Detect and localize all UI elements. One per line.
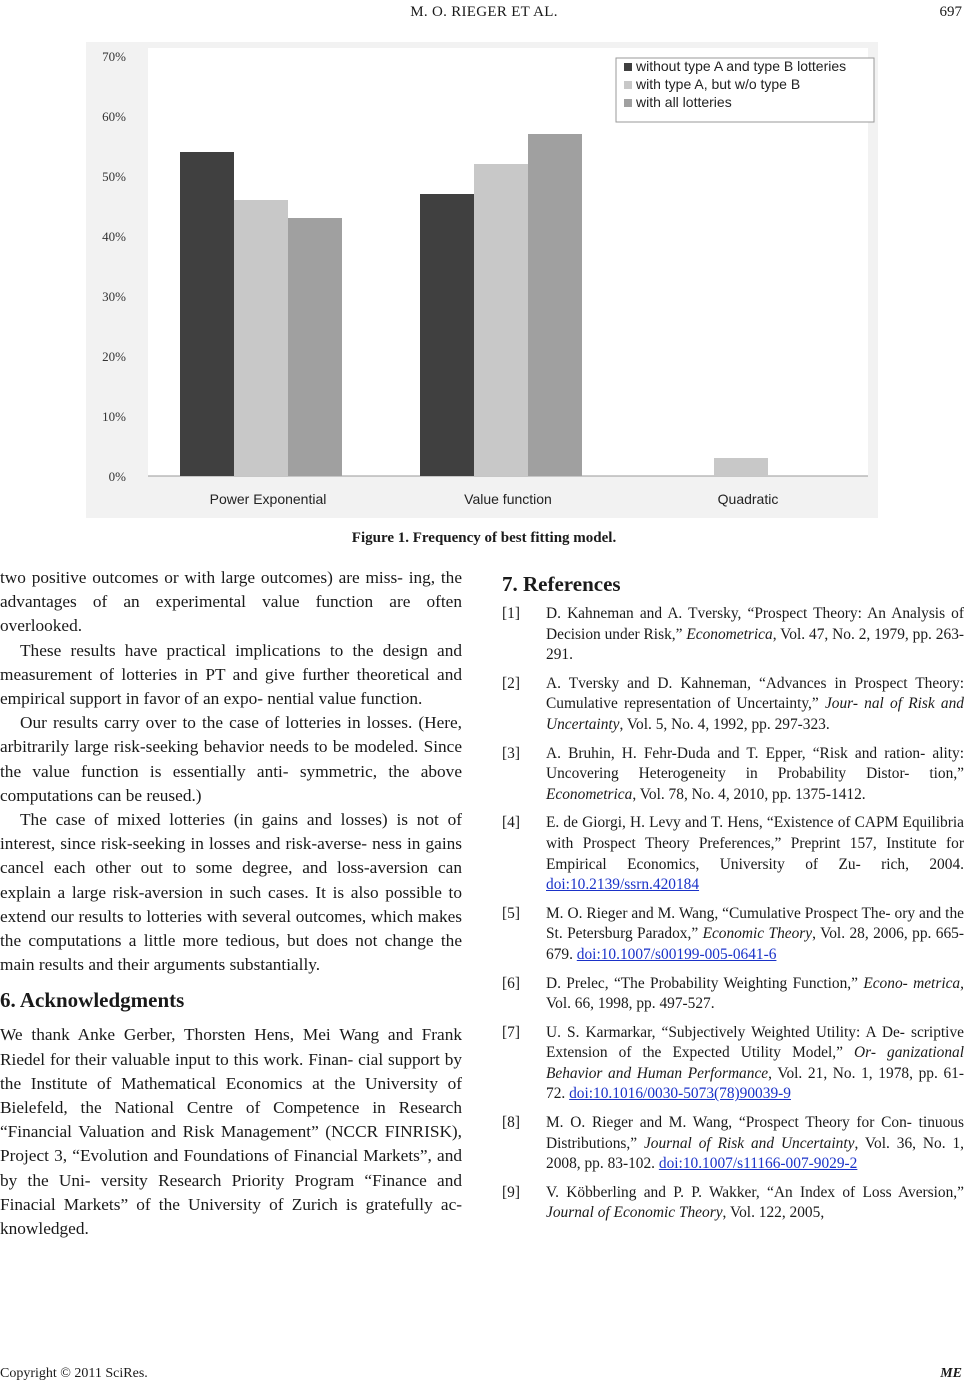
reference-details: , Vol. 122, 2005, (722, 1204, 825, 1222)
reference-journal: Econo- metrica (863, 974, 961, 992)
y-tick-label: 0% (108, 469, 126, 484)
reference-details: , Vol. 78, No. 4, 2010, pp. 1375-1412. (632, 785, 866, 803)
reference-journal: Econometrica (546, 785, 633, 803)
reference-item (502, 813, 964, 895)
paragraph-continuation: two positive outcomes or with large outcomes) are miss- ing, the advantages of an experimental value function are often overlooked. (0, 568, 462, 636)
reference-list (502, 604, 964, 1224)
y-tick-label: 30% (102, 289, 126, 304)
reference-journal: Jour- nal of Risk and Uncertainty (546, 695, 964, 733)
bar-power-exponential-series-2 (234, 200, 288, 476)
reference-text: E. de Giorgi, H. Levy and T. Hens, “Existence of CAPM Equilibria with Prospect Theory Preferences,” Preprint 157, Institute for Empirical Economics, University of Zu- rich, 2004. (546, 814, 964, 873)
reference-journal: Journal of Risk and Uncertainty (643, 1134, 855, 1152)
reference-text: U. S. Karmarkar, “Subjectively Weighted Utility: A De- scriptive Extension of the Expected Utility Model,” (546, 1023, 964, 1062)
reference-item (502, 1023, 964, 1105)
reference-item (502, 1113, 964, 1175)
y-tick-label: 20% (102, 349, 126, 364)
legend-swatch (624, 63, 632, 71)
bar-power-exponential-series-1 (180, 152, 234, 476)
reference-details: , Vol. 36, No. 1, 2008, pp. 83-102. (546, 1134, 964, 1173)
legend-swatch (624, 81, 632, 89)
figure-caption: Figure 1. Frequency of best fitting model. (351, 530, 617, 546)
paragraph-mixed-lotteries: The case of mixed lotteries (in gains and losses) is not of interest, since risk-seeking in losses and risk-averse- ness in gains cancel each other out to some degree, and loss-aversion can explain a large risk-aversion in such cases. It is also possible to extend our results to lotteries with several outcomes, which makes the computations a little more tedious, but does not change the main results and their arguments substantially. (0, 810, 462, 975)
reference-number: [5] (502, 904, 520, 922)
reference-details: , Vol. 66, 1998, pp. 497-527. (546, 974, 964, 1013)
reference-details: , Vol. 47, No. 2, 1979, pp. 263-291. (546, 625, 965, 664)
x-tick-label: Power Exponential (209, 491, 327, 507)
doi-link[interactable]: doi:10.1016/0030-5073(78)90039-9 (569, 1085, 791, 1103)
x-tick-label: Value function (464, 491, 552, 507)
reference-journal: Economic Theory (702, 925, 813, 943)
reference-item (502, 904, 964, 966)
bar-value-function-series-1 (420, 194, 474, 476)
reference-item (502, 604, 964, 666)
running-head: M. O. RIEGER ET AL. (410, 4, 558, 20)
right-column (502, 566, 964, 1232)
y-tick-label: 50% (102, 169, 126, 184)
legend-label: with type A, but w/o type B (636, 76, 801, 92)
doi-link[interactable]: doi:10.1007/s00199-005-0641-6 (576, 945, 777, 963)
reference-number: [6] (502, 974, 520, 992)
page-header (0, 0, 968, 30)
y-tick-label: 70% (102, 49, 126, 64)
y-tick-label: 40% (102, 229, 126, 244)
reference-journal: Journal of Economic Theory (546, 1204, 723, 1222)
reference-number: [2] (502, 674, 520, 692)
bar-chart (86, 42, 878, 518)
reference-item (502, 1183, 964, 1224)
reference-text: V. Köbberling and P. P. Wakker, “An Index of Loss Aversion,” (546, 1183, 964, 1201)
reference-number: [4] (502, 814, 520, 832)
acknowledgments-heading: 6. Acknowledgments (0, 988, 185, 1013)
copyright: Copyright © 2011 SciRes. (0, 1366, 148, 1381)
legend-label: without type A and type B lotteries (636, 58, 847, 74)
reference-text: A. Tversky and D. Kahneman, “Advances in Prospect Theory: Cumulative representation of Uncertainty,” (546, 674, 964, 713)
doi-link[interactable]: doi:10.2139/ssrn.420184 (546, 876, 700, 894)
page-number: 697 (939, 4, 962, 20)
reference-details: , Vol. 21, No. 1, 1978, pp. 61-72. (546, 1064, 964, 1103)
legend-label: with all lotteries (636, 94, 732, 110)
doi-link[interactable]: doi:10.1007/s11166-007-9029-2 (658, 1155, 858, 1173)
y-tick-label: 10% (102, 409, 126, 424)
reference-number: [7] (502, 1023, 520, 1041)
bar-power-exponential-series-3 (288, 218, 342, 476)
reference-number: [9] (502, 1183, 520, 1201)
reference-number: [3] (502, 744, 520, 762)
bar-value-function-series-2 (474, 164, 528, 476)
reference-details: , Vol. 5, No. 4, 1992, pp. 297-323. (619, 715, 830, 733)
reference-journal: Or- ganizational Behavior and Human Performance (546, 1044, 965, 1082)
reference-number: [8] (502, 1114, 520, 1132)
reference-item (502, 744, 964, 806)
paragraph-losses: Our results carry over to the case of lotteries in losses. (Here, arbitrarily large risk-seeking behavior needs to be modeled. Since the value function is essentially anti- symmetric, the above computations can be reused.) (0, 713, 462, 805)
reference-number: [1] (502, 605, 520, 622)
bar-value-function-series-3 (528, 134, 582, 476)
figure-1 (86, 42, 878, 518)
acknowledgments-text: We thank Anke Gerber, Thorsten Hens, Mei Wang and Frank Riedel for their valuable input to this work. Finan- cial support by the Institute of Mathematical Economics at the University of Bielefeld, the National Centre of Competence in Research “Financial Valuation and Risk Management” (NCCR FINRISK), Project 3, “Evolution and Foundations of Financial Markets”, and by the Uni- versity Research Priority Program “Finance and Finacial Markets” of the University of Zurich is gratefully ac- knowledged. (0, 1025, 462, 1239)
reference-text: A. Bruhin, H. Fehr-Duda and T. Epper, “Risk and ration- ality: Uncovering Heterogeneity in Probability Distor- tion,” (546, 744, 964, 783)
y-tick-label: 60% (102, 109, 126, 124)
reference-text: M. O. Rieger and M. Wang, “Prospect Theory for Con- tinuous Distributions,” (546, 1114, 964, 1152)
legend-swatch (624, 99, 632, 107)
reference-text: D. Prelec, “The Probability Weighting Function,” (546, 974, 864, 992)
reference-item (502, 674, 964, 736)
bar-quadratic-series-2 (714, 458, 768, 476)
reference-text: M. O. Rieger and M. Wang, “Cumulative Prospect The- ory and the St. Petersburg Paradox,” (546, 904, 964, 943)
x-tick-label: Quadratic (717, 491, 779, 507)
references-heading: 7. References (502, 572, 621, 596)
journal-abbrev: ME (940, 1366, 962, 1381)
paragraph-implications: These results have practical implications to the design and measurement of lotteries in PT and give further theoretical and empirical support in favor of an expo- nential value function. (0, 640, 462, 709)
reference-details: , Vol. 28, 2006, pp. 665-679. (546, 925, 964, 963)
reference-text: D. Kahneman and A. Tversky, “Prospect Theory: An Analysis of Decision under Risk,” (546, 605, 964, 643)
reference-journal: Econometrica (686, 625, 773, 643)
left-column (0, 566, 462, 1241)
reference-item (502, 974, 964, 1015)
